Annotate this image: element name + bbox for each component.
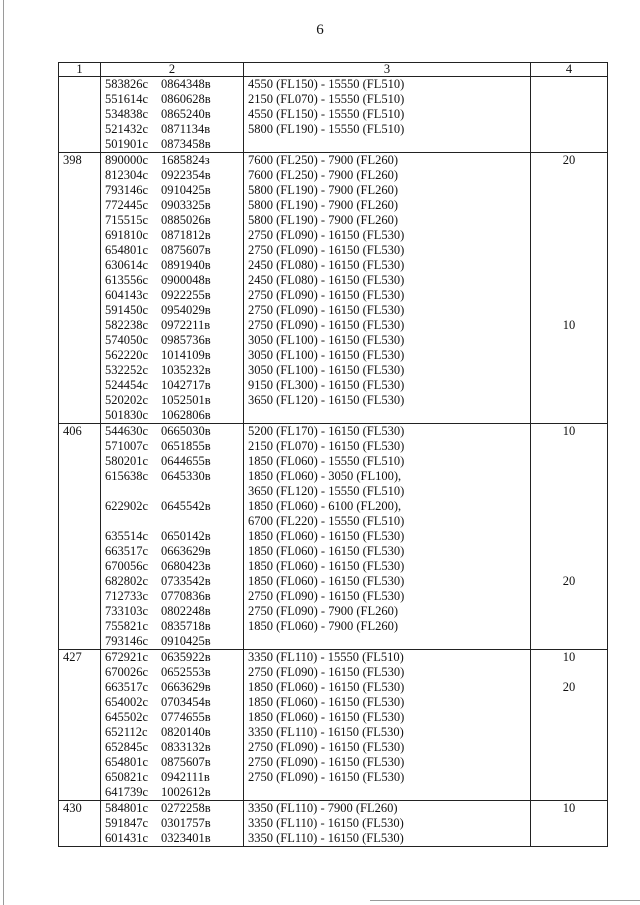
column-4-value [535,710,603,725]
longitude-value: 0770836в [161,589,211,603]
column-4-value [535,484,603,499]
page-bottom-rule [370,900,640,901]
latitude-value: 604143с [105,288,149,302]
longitude-value: 0910425в [161,183,211,197]
header-col-3: 3 [244,63,531,77]
longitude-value: 0875607в [161,243,211,257]
flight-level-range: 2750 (FL090) - 16150 (FL530) [248,303,405,317]
flight-level-range: 3350 (FL110) - 16150 (FL530) [248,816,404,830]
coordinate-line [105,92,239,107]
latitude-value: 772445с [105,198,149,212]
latitude-value: 501901с [105,137,149,151]
column-4-value [535,755,603,770]
column-4-value [535,258,603,273]
latitude-value: 584801с [105,801,149,815]
coordinate-line [105,831,239,846]
column-4-value [535,378,603,393]
latitude-value: 524454с [105,378,149,392]
latitude-value: 532252с [105,363,149,377]
coordinate-line [105,559,239,574]
latitude-value: 755821с [105,619,149,633]
column-4-value [535,634,603,649]
longitude-value: 0650142в [161,529,211,543]
latitude-value: 652112с [105,725,148,739]
table-row [59,153,608,424]
latitude-value: 562220с [105,348,149,362]
flight-level-range: 7600 (FL250) - 7900 (FL260) [248,168,398,182]
coordinate-line [105,725,239,740]
longitude-value: 0820140в [161,725,211,739]
flight-level-range: 2750 (FL090) - 16150 (FL530) [248,740,405,754]
column-4-value [535,770,603,785]
column-4-value [535,816,603,831]
coordinate-line [105,544,239,559]
flight-level-range: 4550 (FL150) - 15550 (FL510) [248,77,405,91]
coordinate-line [105,303,239,318]
route-number: 406 [59,424,101,650]
coordinates-cell [101,77,244,153]
route-number: 427 [59,650,101,801]
latitude-value: 641739с [105,785,149,799]
coordinate-line [105,363,239,378]
column-4-value [535,303,603,318]
coordinate-line [105,619,239,634]
longitude-value: 0954029в [161,303,211,317]
flight-level-range: 3650 (FL120) - 15550 (FL510) [248,484,405,498]
column-4-value: 10 [562,801,576,815]
longitude-value: 0272258в [161,801,211,815]
flight-level-range: 2450 (FL080) - 16150 (FL530) [248,258,405,272]
longitude-value: 0873458в [161,137,211,151]
coordinate-line [105,770,239,785]
longitude-value: 0910425в [161,634,211,648]
column-4-value [535,198,603,213]
flight-level-range [248,785,526,800]
route-number [59,77,101,153]
longitude-value: 0645542в [161,499,211,513]
longitude-value: 0663629в [161,680,211,694]
longitude-value: 0903325в [161,198,211,212]
coordinate-line [105,424,239,439]
column-4-value [535,348,603,363]
longitude-value: 0900048в [161,273,211,287]
coordinates-cell [101,153,244,424]
latitude-value: 793146с [105,634,149,648]
flight-level-range: 5800 (FL190) - 7900 (FL260) [248,213,398,227]
coordinate-line [105,348,239,363]
flight-level-range: 3050 (FL100) - 16150 (FL530) [248,333,405,347]
column-4-value [535,559,603,574]
latitude-value: 583826с [105,77,149,91]
column-4-value [535,469,603,484]
column-4-value [535,273,603,288]
longitude-value: 0985736в [161,333,211,347]
flight-level-range: 2750 (FL090) - 16150 (FL530) [248,770,405,784]
column-4-value [535,333,603,348]
latitude-value: 551614с [105,92,149,106]
table-header-row [59,63,608,77]
coordinate-line [105,288,239,303]
longitude-value: 0703454в [161,695,211,709]
flight-level-range: 3350 (FL110) - 7900 (FL260) [248,801,398,815]
coordinate-line [105,318,239,333]
latitude-value: 635514с [105,529,149,543]
column-4-value [535,695,603,710]
column-4-value [535,831,603,846]
latitude-value: 615638с [105,469,149,483]
longitude-value: 0860628в [161,92,211,106]
column-4-value: 10 [562,424,576,438]
latitude-value: 733103с [105,604,149,618]
coordinate-line [105,228,239,243]
longitude-value: 0635922в [161,650,211,664]
coordinate-line [105,122,239,137]
latitude-value: 712733с [105,589,149,603]
header-col-2: 2 [101,63,244,77]
column-4-value [535,77,603,92]
coordinate-line [105,168,239,183]
longitude-value: 0875607в [161,755,211,769]
coordinate-line [105,514,239,529]
flight-level-range: 2750 (FL090) - 16150 (FL530) [248,665,405,679]
latitude-value: 571007с [105,439,149,453]
flight-level-range: 1850 (FL060) - 7900 (FL260) [248,619,398,633]
longitude-value: 0323401в [161,831,211,845]
column-4-cell [531,153,608,424]
longitude-value: 0864348в [161,77,211,91]
flight-level-range [248,408,526,423]
coordinate-line [105,198,239,213]
route-number: 430 [59,801,101,847]
longitude-value: 0645330в [161,469,211,483]
latitude-value: 501830с [105,408,149,422]
longitude-value: 0972211в [161,318,211,332]
coordinate-line [105,650,239,665]
column-4-value: 20 [562,680,576,694]
latitude-value: 654801с [105,755,149,769]
flight-level-range: 3350 (FL110) - 16150 (FL530) [248,725,404,739]
coordinate-line [105,153,239,168]
longitude-value: 0651855в [161,439,211,453]
column-4-value [535,213,603,228]
column-4-value [535,107,603,122]
column-4-value [535,589,603,604]
longitude-value: 0871134в [161,122,211,136]
column-4-value [535,499,603,514]
flight-level-range: 4550 (FL150) - 15550 (FL510) [248,107,405,121]
column-4-value [535,288,603,303]
flight-level-range: 1850 (FL060) - 16150 (FL530) [248,680,405,694]
longitude-value: 0835718в [161,619,211,633]
flight-levels-cell [244,650,531,801]
flight-level-range: 2150 (FL070) - 15550 (FL510) [248,92,405,106]
header-col-1: 1 [59,63,101,77]
coordinate-line [105,378,239,393]
table-row [59,801,608,847]
column-4-value [535,243,603,258]
coordinate-line [105,243,239,258]
column-4-value [535,228,603,243]
longitude-value: 0922354в [161,168,211,182]
longitude-value: 1052501в [161,393,211,407]
flight-level-range: 3650 (FL120) - 16150 (FL530) [248,393,405,407]
latitude-value: 601431с [105,831,149,845]
column-4-value: 20 [562,574,576,588]
coordinate-line [105,137,239,152]
column-4-value [535,122,603,137]
flight-level-range: 1850 (FL060) - 16150 (FL530) [248,710,405,724]
coordinate-line [105,213,239,228]
latitude-value: 534838с [105,107,149,121]
latitude-value: 544630с [105,424,149,438]
flight-level-range: 1850 (FL060) - 16150 (FL530) [248,695,405,709]
flight-levels-cell [244,77,531,153]
flight-level-range: 5800 (FL190) - 7900 (FL260) [248,198,398,212]
longitude-value: 0774655в [161,710,211,724]
flight-level-range: 5800 (FL190) - 15550 (FL510) [248,122,405,136]
latitude-value: 691810с [105,228,149,242]
column-4-value [535,408,603,423]
longitude-value: 0301757в [161,816,211,830]
latitude-value: 670056с [105,559,149,573]
longitude-value: 0680423в [161,559,211,573]
latitude-value: 890000с [105,153,149,167]
column-4-value [535,454,603,469]
longitude-value: 1042717в [161,378,211,392]
longitude-value: 0891940в [161,258,211,272]
coordinate-line [105,408,239,423]
latitude-value: 652845с [105,740,149,754]
coordinate-line [105,469,239,484]
coordinate-line [105,77,239,92]
route-number: 398 [59,153,101,424]
flight-levels-cell [244,424,531,650]
coordinate-line [105,333,239,348]
longitude-value: 0885026в [161,213,211,227]
flight-level-range: 2750 (FL090) - 16150 (FL530) [248,243,405,257]
table-row [59,424,608,650]
latitude-value: 591847с [105,816,149,830]
flight-level-range: 3350 (FL110) - 16150 (FL530) [248,831,404,845]
column-4-value [535,604,603,619]
coordinate-line [105,589,239,604]
coordinate-line [105,258,239,273]
flight-level-range: 1850 (FL060) - 3050 (FL100), [248,469,402,483]
column-4-value: 20 [562,153,576,167]
latitude-value: 521432с [105,122,149,136]
longitude-value: 1685824з [161,153,210,167]
flight-level-range: 2750 (FL090) - 16150 (FL530) [248,589,405,603]
coordinate-line [105,183,239,198]
latitude-value: 682802с [105,574,149,588]
longitude-value: 1002612в [161,785,211,799]
coordinates-cell [101,424,244,650]
longitude-value: 0922255в [161,288,211,302]
column-4-cell [531,77,608,153]
coordinate-line [105,107,239,122]
flight-level-range: 5200 (FL170) - 16150 (FL530) [248,424,405,438]
latitude-value: 672921с [105,650,149,664]
flight-levels-cell [244,801,531,847]
flight-level-range: 7600 (FL250) - 7900 (FL260) [248,153,398,167]
column-4-value [535,393,603,408]
flight-level-range: 1850 (FL060) - 6100 (FL200), [248,499,402,513]
table-row [59,77,608,153]
table-body [59,77,608,847]
latitude-value: 645502с [105,710,149,724]
flight-level-range: 2750 (FL090) - 16150 (FL530) [248,318,405,332]
coordinate-line [105,499,239,514]
latitude-value: 812304с [105,168,149,182]
coordinate-line [105,816,239,831]
flight-level-range: 3050 (FL100) - 16150 (FL530) [248,363,405,377]
flight-level-range: 3350 (FL110) - 15550 (FL510) [248,650,404,664]
flight-level-range: 2150 (FL070) - 16150 (FL530) [248,439,405,453]
column-4-value [535,137,603,152]
column-4-value [535,544,603,559]
latitude-value: 663517с [105,544,149,558]
coordinate-line [105,393,239,408]
coordinates-cell [101,650,244,801]
flight-level-range [248,634,526,649]
latitude-value: 654002с [105,695,149,709]
page-edge-rule [3,0,4,905]
waypoint-table [58,62,608,847]
coordinate-line [105,454,239,469]
header-col-4: 4 [531,63,608,77]
coordinate-line [105,801,239,816]
flight-level-range: 2750 (FL090) - 16150 (FL530) [248,755,405,769]
latitude-value: 670026с [105,665,149,679]
longitude-value: 0652553в [161,665,211,679]
longitude-value: 0871812в [161,228,211,242]
coordinate-line [105,680,239,695]
coordinate-line [105,484,239,499]
column-4-value [535,529,603,544]
flight-level-range: 2750 (FL090) - 16150 (FL530) [248,228,405,242]
column-4-value [535,725,603,740]
latitude-value: 574050с [105,333,149,347]
coordinates-cell [101,801,244,847]
coordinate-line [105,439,239,454]
column-4-cell [531,424,608,650]
flight-level-range: 9150 (FL300) - 16150 (FL530) [248,378,405,392]
column-4-value [535,740,603,755]
coordinate-line [105,574,239,589]
longitude-value: 1062806в [161,408,211,422]
coordinate-line [105,634,239,649]
coordinate-line [105,604,239,619]
column-4-value: 10 [562,650,576,664]
column-4-value [535,92,603,107]
longitude-value: 0833132в [161,740,211,754]
coordinate-line [105,785,239,800]
flight-level-range: 3050 (FL100) - 16150 (FL530) [248,348,405,362]
flight-level-range: 6700 (FL220) - 15550 (FL510) [248,514,405,528]
column-4-cell [531,650,608,801]
latitude-value: 715515с [105,213,149,227]
flight-level-range: 2750 (FL090) - 7900 (FL260) [248,604,398,618]
longitude-value: 1035232в [161,363,211,377]
longitude-value: 1014109в [161,348,211,362]
longitude-value: 0644655в [161,454,211,468]
coordinate-line [105,529,239,544]
longitude-value: 0802248в [161,604,211,618]
latitude-value: 520202с [105,393,149,407]
column-4-value [535,183,603,198]
latitude-value: 663517с [105,680,149,694]
column-4-value [535,785,603,800]
longitude-value: 0865240в [161,107,211,121]
flight-level-range: 1850 (FL060) - 16150 (FL530) [248,544,405,558]
coordinate-line [105,273,239,288]
coordinate-line [105,665,239,680]
latitude-value: 654801с [105,243,149,257]
latitude-value: 793146с [105,183,149,197]
flight-level-range [248,137,526,152]
flight-level-range: 1850 (FL060) - 16150 (FL530) [248,574,405,588]
coordinate-line [105,755,239,770]
latitude-value: 650821с [105,770,149,784]
table-row [59,650,608,801]
column-4-value [535,168,603,183]
latitude-value: 580201с [105,454,149,468]
longitude-value: 0733542в [161,574,211,588]
flight-level-range: 1850 (FL060) - 15550 (FL510) [248,454,405,468]
coordinate-line [105,740,239,755]
flight-level-range: 2450 (FL080) - 16150 (FL530) [248,273,405,287]
column-4-value: 10 [562,318,576,332]
latitude-value: 613556с [105,273,149,287]
column-4-cell [531,801,608,847]
latitude-value: 591450с [105,303,149,317]
longitude-value: 0942111в [161,770,210,784]
column-4-value [535,363,603,378]
latitude-value: 582238с [105,318,149,332]
longitude-value: 0665030в [161,424,211,438]
flight-level-range: 5800 (FL190) - 7900 (FL260) [248,183,398,197]
longitude-value: 0663629в [161,544,211,558]
flight-level-range: 1850 (FL060) - 16150 (FL530) [248,529,405,543]
latitude-value: 630614с [105,258,149,272]
column-4-value [535,439,603,454]
flight-level-range: 1850 (FL060) - 16150 (FL530) [248,559,405,573]
flight-levels-cell [244,153,531,424]
column-4-value [535,665,603,680]
page-number: 6 [316,22,324,38]
latitude-value: 622902с [105,499,149,513]
coordinate-line [105,710,239,725]
column-4-value [535,514,603,529]
flight-level-range: 2750 (FL090) - 16150 (FL530) [248,288,405,302]
column-4-value [535,619,603,634]
coordinate-line [105,695,239,710]
